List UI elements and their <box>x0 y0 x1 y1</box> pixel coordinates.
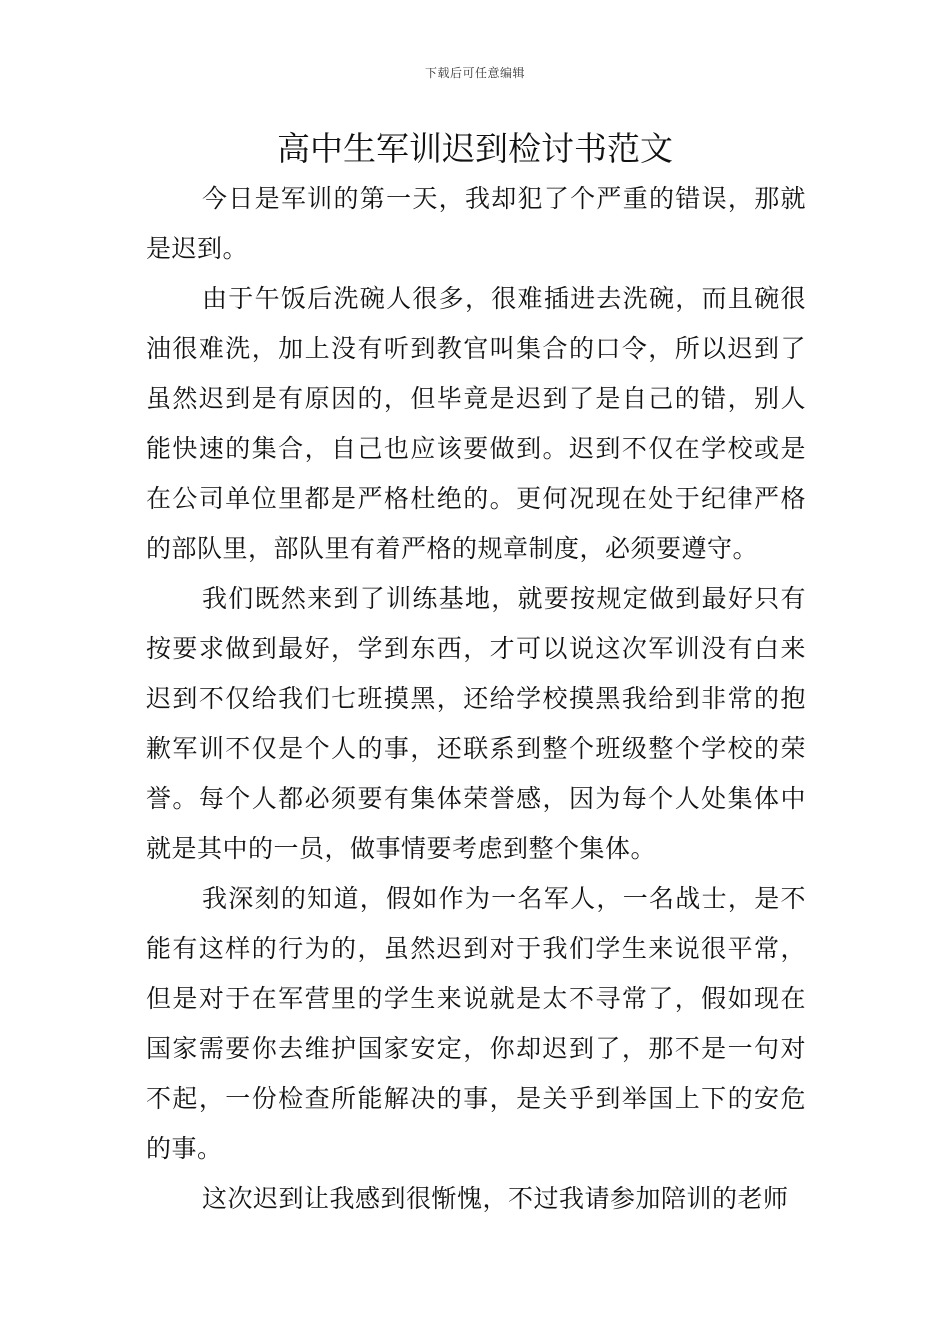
paragraph: 我深刻的知道，假如作为一名军人，一名战士，是不能有这样的行为的，虽然迟到对于我们学生来说很平常，但是对于在军营里的学生来说就是太不寻常了，假如现在国家需要你去维护国家安定，你却迟到了，那不是一句对不起，一份检查所能解决的事，是关乎到举国上下的安危的事。 <box>146 884 806 1163</box>
paragraph: 这次迟到让我感到很惭愧，不过我请参加陪训的老师 <box>202 1184 789 1213</box>
paragraph: 今日是军训的第一天，我却犯了个严重的错误，那就是迟到。 <box>146 184 806 263</box>
paragraph: 我们既然来到了训练基地，就要按规定做到最好只有按要求做到最好，学到东西，才可以说这次军训没有白来迟到不仅给我们七班摸黑，还给学校摸黑我给到非常的抱歉军训不仅是个人的事，还联系到整个班级整个学校的荣誉。每个人都必须要有集体荣誉感，因为每个人处集体中就是其中的一员，做事情要考虑到整个集体。 <box>146 584 806 863</box>
header-note: 下载后可任意编辑 <box>424 66 525 80</box>
paragraph: 由于午饭后洗碗人很多，很难插进去洗碗，而且碗很油很难洗，加上没有听到教官叫集合的口令，所以迟到了虽然迟到是有原因的，但毕竟是迟到了是自己的错，别人能快速的集合，自己也应该要做到。迟到不仅在学校或是在公司单位里都是严格杜绝的。更何况现在处于纪律严格的部队里，部队里有着严格的规章制度，必须要遵守。 <box>146 284 806 563</box>
document-title: 高中生军训迟到检讨书范文 <box>277 129 673 168</box>
document-body <box>146 174 806 1224</box>
